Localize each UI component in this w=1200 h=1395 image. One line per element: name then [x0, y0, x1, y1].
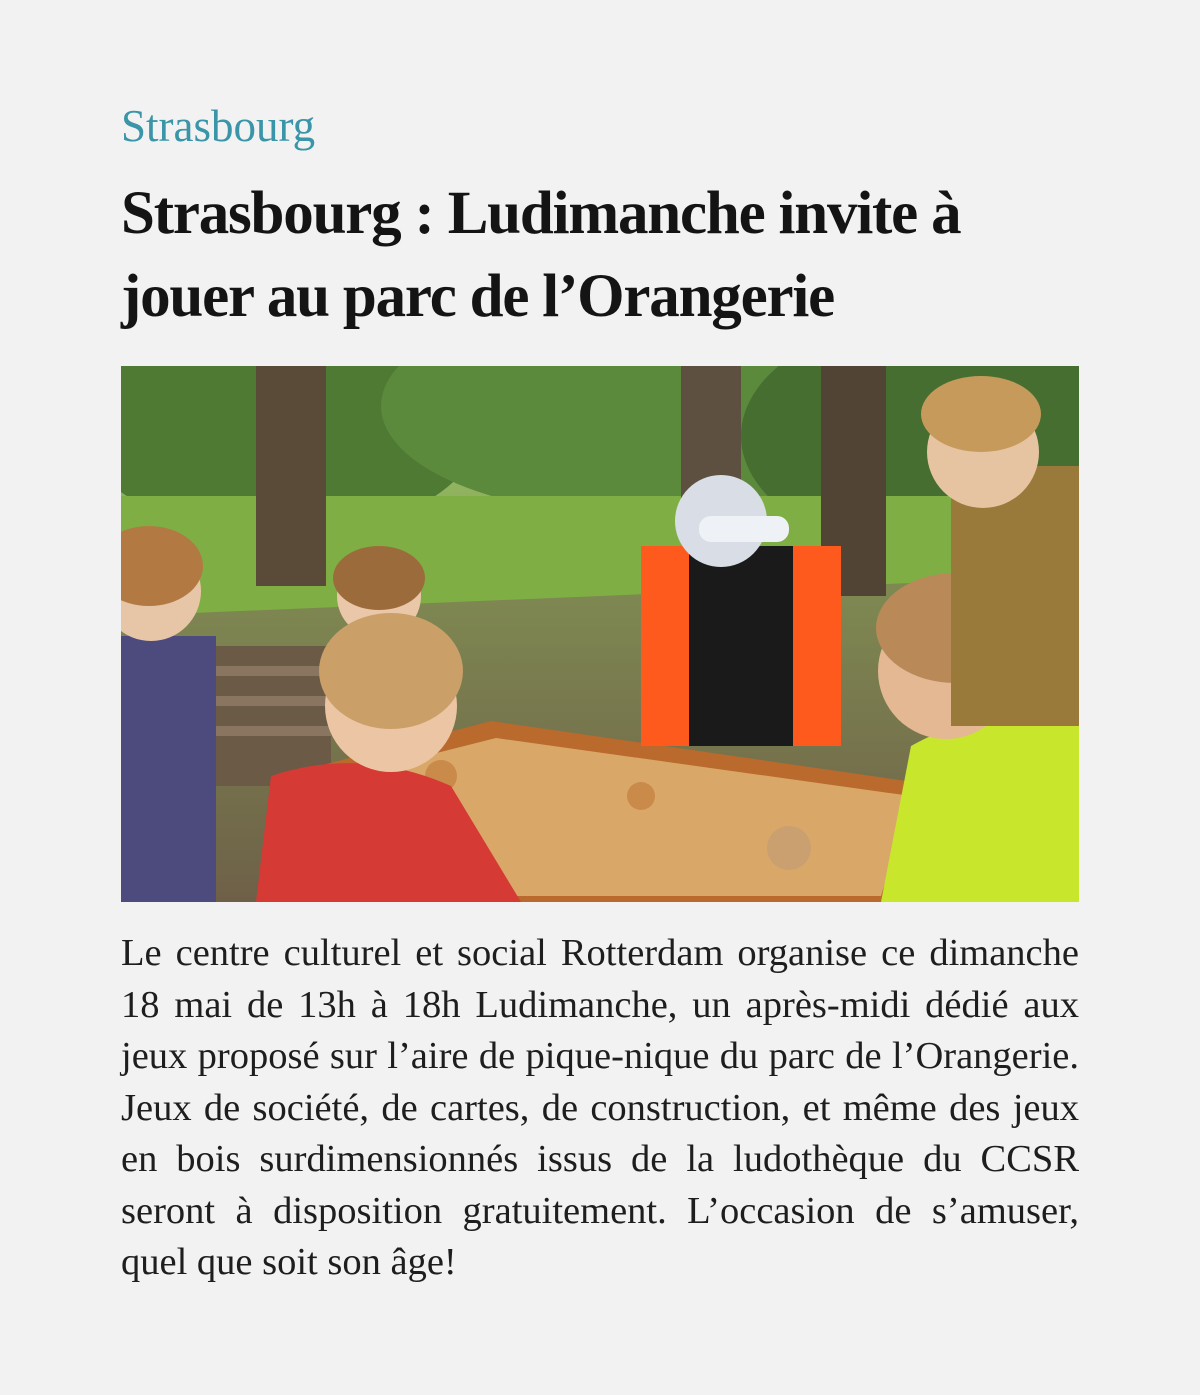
- article-header: [121, 98, 1079, 338]
- category-label[interactable]: Strasbourg: [121, 101, 316, 151]
- article-photo: [121, 366, 1079, 902]
- photo-illustration: [121, 366, 1079, 902]
- article-headline: Strasbourg : Ludimanche invite à jouer au parc de l’Orangerie: [121, 180, 961, 330]
- article-body: Le centre culturel et social Rotterdam organise ce dimanche 18 mai de 13h à 18h Ludimanche, un après-midi dédié aux jeux proposé sur l’aire de pique-nique du parc de l’Orangerie. Jeux de société, de cartes, de construction, et même des jeux en bois surdimensionnés issus de la ludothèque du CCSR seront à disposition gratuitement. L’occasion de s’amuser, quel que soit son âge!: [121, 932, 1079, 1283]
